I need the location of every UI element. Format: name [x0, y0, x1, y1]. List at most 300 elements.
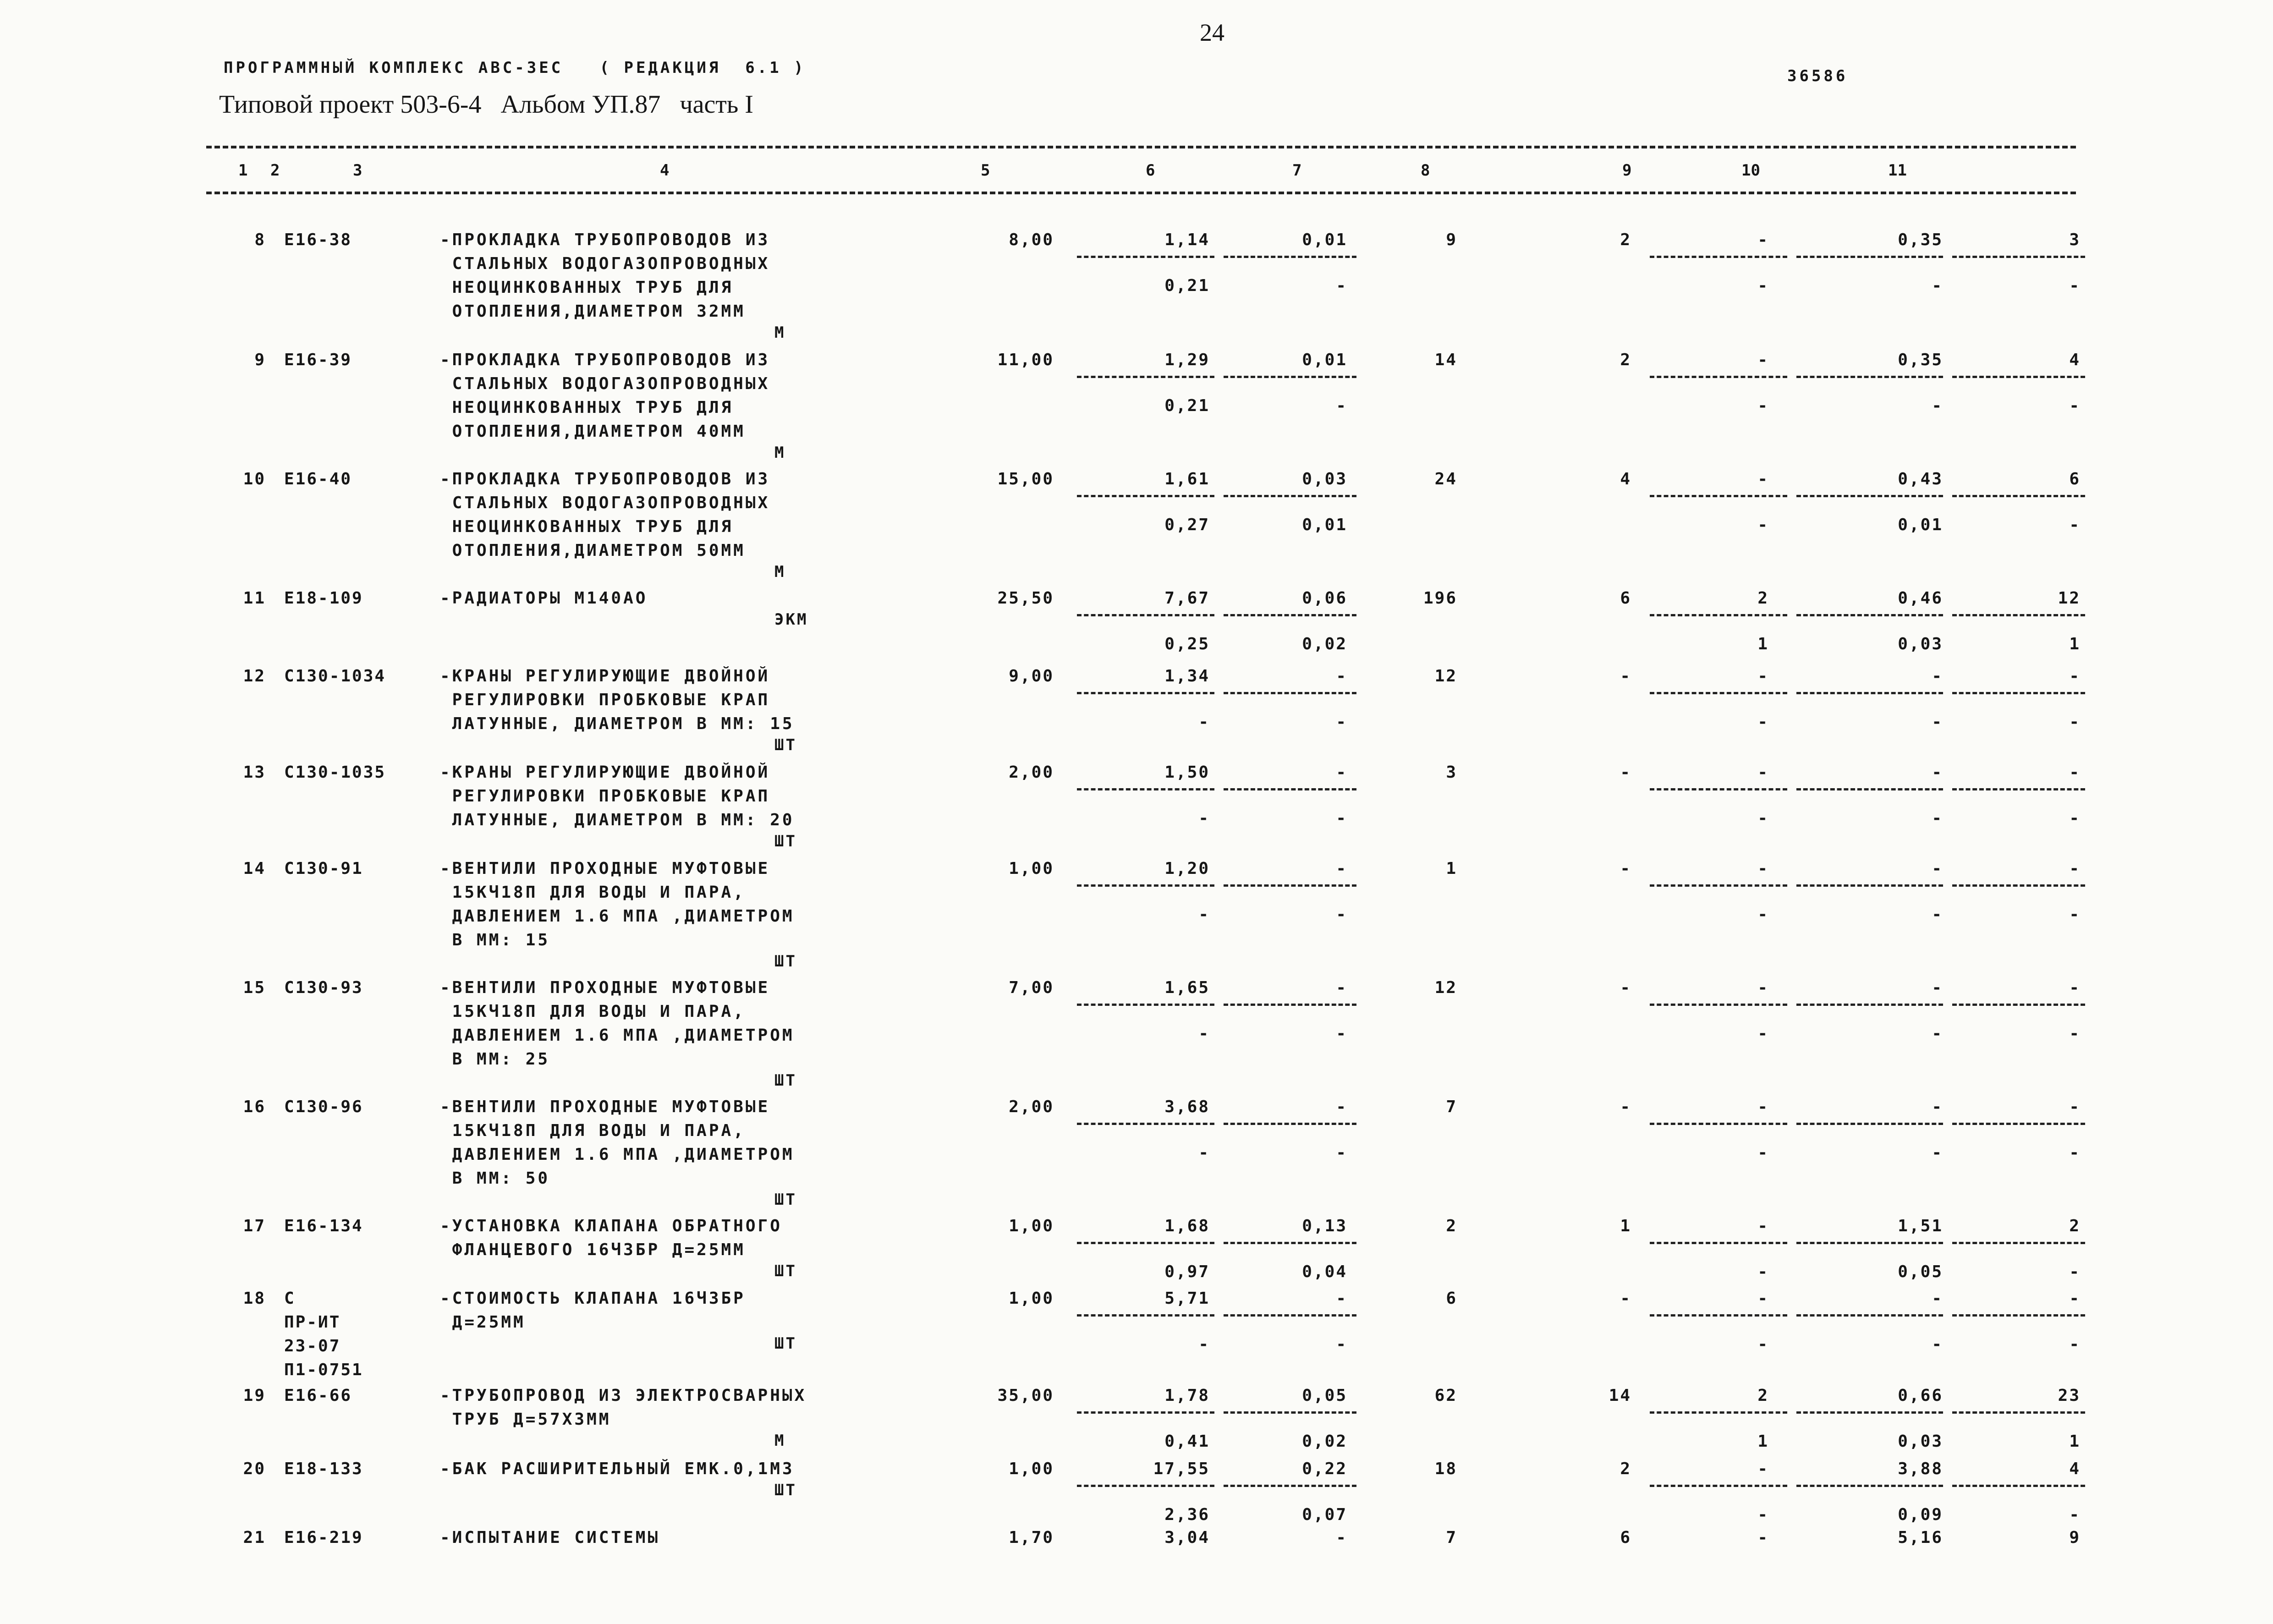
item-description: -РАДИАТОРЫ М140АО — [440, 589, 648, 608]
item-description: -КРАНЫ РЕГУЛИРУЮЩИЕ ДВОЙНОЙ — [440, 667, 770, 686]
item-code: С130-96 — [284, 1097, 363, 1116]
total-cost: 12 — [1434, 667, 1457, 686]
item-description: 15КЧ18П ДЛЯ ВОДЫ И ПАРА, — [440, 1121, 746, 1140]
col-11-machine: - — [2069, 1505, 2081, 1524]
unit-cost: 5,71 — [1164, 1289, 1210, 1308]
cell-divider — [1796, 1242, 1943, 1244]
col-8-value: 2 — [1620, 1459, 1631, 1478]
cell-divider — [1224, 256, 1356, 258]
quantity: 1,00 — [1009, 1459, 1054, 1478]
document-code: 36586 — [1787, 67, 1848, 85]
quantity: 1,00 — [1009, 859, 1054, 878]
cell-divider — [1796, 788, 1943, 790]
col-11-value: - — [2069, 763, 2081, 782]
item-code: С — [284, 1289, 296, 1308]
cell-divider — [1224, 1485, 1356, 1487]
column-header-3: 3 — [353, 161, 362, 180]
column-header-8: 8 — [1421, 161, 1430, 180]
cell-divider — [1224, 614, 1356, 616]
item-code-line: П1-0751 — [284, 1361, 363, 1379]
item-code-line: 23-07 — [284, 1337, 341, 1355]
column-header-6: 6 — [1146, 161, 1155, 180]
item-description: -ПРОКЛАДКА ТРУБОПРОВОДОВ ИЗ — [440, 230, 770, 249]
item-description: СТАЛЬНЫХ ВОДОГАЗОПРОВОДНЫХ — [440, 494, 770, 512]
column-header-10: 10 — [1741, 161, 1760, 180]
cell-divider — [1796, 1411, 1943, 1414]
item-description: НЕОЦИНКОВАННЫХ ТРУБ ДЛЯ — [440, 517, 734, 536]
col-10-machine: - — [1932, 396, 1943, 415]
wage-component-machine: 0,02 — [1302, 1432, 1347, 1451]
col-11-machine: - — [2069, 396, 2081, 415]
wage-component: - — [1336, 667, 1347, 686]
col-9-value: - — [1757, 1217, 1769, 1235]
wage-component: 0,01 — [1302, 351, 1347, 369]
unit-cost-machine: 2,36 — [1164, 1505, 1210, 1524]
total-cost: 3 — [1446, 763, 1457, 782]
cell-divider — [1650, 788, 1787, 790]
cell-divider — [1077, 495, 1214, 497]
cell-divider — [1077, 692, 1214, 694]
unit-of-measure: ШТ — [774, 1334, 797, 1353]
item-code: Е16-66 — [284, 1386, 352, 1405]
unit-cost: 7,67 — [1164, 589, 1210, 608]
unit-of-measure: ШТ — [774, 832, 797, 850]
unit-cost-machine: 0,21 — [1164, 396, 1210, 415]
cell-divider — [1650, 692, 1787, 694]
col-11-value: 4 — [2069, 1459, 2081, 1478]
unit-cost-machine: - — [1198, 1143, 1210, 1162]
col-9-value: 2 — [1757, 1386, 1769, 1405]
wage-component-machine: - — [1336, 809, 1347, 828]
col-10-value: 5,16 — [1898, 1528, 1943, 1547]
col-11-value: 9 — [2069, 1528, 2081, 1547]
item-description: НЕОЦИНКОВАННЫХ ТРУБ ДЛЯ — [440, 278, 734, 297]
col-10-machine: 0,01 — [1898, 516, 1943, 534]
cell-divider — [1077, 256, 1214, 258]
quantity: 35,00 — [997, 1386, 1054, 1405]
col-10-value: 0,35 — [1898, 230, 1943, 249]
unit-of-measure: ЭКМ — [774, 610, 808, 629]
quantity: 2,00 — [1009, 763, 1054, 782]
unit-cost-machine: - — [1198, 1335, 1210, 1354]
quantity: 25,50 — [997, 589, 1054, 608]
cell-divider — [1796, 1485, 1943, 1487]
col-9-machine: - — [1757, 396, 1769, 415]
quantity: 9,00 — [1009, 667, 1054, 686]
column-header-4: 4 — [660, 161, 670, 180]
col-10-machine: - — [1932, 1143, 1943, 1162]
col-9-value: - — [1757, 763, 1769, 782]
cell-divider — [1077, 1485, 1214, 1487]
col-9-value: - — [1757, 667, 1769, 686]
cell-divider — [1650, 884, 1787, 887]
unit-cost: 1,34 — [1164, 667, 1210, 686]
row-number: 14 — [243, 859, 266, 878]
total-cost: 1 — [1446, 859, 1457, 878]
quantity: 2,00 — [1009, 1097, 1054, 1116]
item-description: -УСТАНОВКА КЛАПАНА ОБРАТНОГО — [440, 1217, 782, 1235]
col-8-value: 1 — [1620, 1217, 1631, 1235]
unit-of-measure: ШТ — [774, 1481, 797, 1499]
item-description: ОТОПЛЕНИЯ,ДИАМЕТРОМ 50ММ — [440, 541, 746, 560]
quantity: 15,00 — [997, 470, 1054, 488]
col-10-value: 0,43 — [1898, 470, 1943, 488]
cell-divider — [1796, 614, 1943, 616]
wage-component-machine: - — [1336, 905, 1347, 924]
total-cost: 7 — [1446, 1528, 1457, 1547]
item-description: В ММ: 50 — [440, 1169, 550, 1188]
quantity: 11,00 — [997, 351, 1054, 369]
cell-divider — [1796, 692, 1943, 694]
col-9-value: 2 — [1757, 589, 1769, 608]
col-11-value: - — [2069, 667, 2081, 686]
col-9-machine: - — [1757, 905, 1769, 924]
cell-divider — [1650, 1314, 1787, 1317]
cell-divider — [1224, 788, 1356, 790]
col-11-value: 23 — [2058, 1386, 2081, 1405]
item-description: ДАВЛЕНИЕМ 1.6 МПА ,ДИАМЕТРОМ — [440, 907, 795, 926]
cell-divider — [1224, 1314, 1356, 1317]
cell-divider — [1077, 1242, 1214, 1244]
col-11-value: 12 — [2058, 589, 2081, 608]
total-cost: 62 — [1434, 1386, 1457, 1405]
quantity: 1,00 — [1009, 1289, 1054, 1308]
cell-divider — [1796, 884, 1943, 887]
item-description: ДАВЛЕНИЕМ 1.6 МПА ,ДИАМЕТРОМ — [440, 1026, 795, 1045]
item-description: -БАК РАСШИРИТЕЛЬНЫЙ ЕМК.0,1М3 — [440, 1459, 795, 1478]
cell-divider — [1952, 692, 2085, 694]
cell-divider — [1077, 1123, 1214, 1125]
cell-divider — [1952, 614, 2085, 616]
item-code: С130-91 — [284, 859, 363, 878]
unit-cost: 1,20 — [1164, 859, 1210, 878]
unit-of-measure: ШТ — [774, 1191, 797, 1209]
item-description: ДАВЛЕНИЕМ 1.6 МПА ,ДИАМЕТРОМ — [440, 1145, 795, 1164]
col-10-value: - — [1932, 763, 1943, 782]
col-9-value: - — [1757, 859, 1769, 878]
col-9-value: - — [1757, 470, 1769, 488]
col-10-value: 0,46 — [1898, 589, 1943, 608]
wage-component-machine: 0,02 — [1302, 635, 1347, 653]
wage-component: 0,06 — [1302, 589, 1347, 608]
col-11-value: - — [2069, 859, 2081, 878]
unit-cost: 17,55 — [1153, 1459, 1210, 1478]
cell-divider — [1952, 788, 2085, 790]
col-9-machine: - — [1757, 1143, 1769, 1162]
item-description: -ВЕНТИЛИ ПРОХОДНЫЕ МУФТОВЫЕ — [440, 978, 770, 997]
wage-component: 0,01 — [1302, 230, 1347, 249]
wage-component: 0,22 — [1302, 1459, 1347, 1478]
col-10-value: - — [1932, 1097, 1943, 1116]
total-cost: 2 — [1446, 1217, 1457, 1235]
col-8-value: - — [1620, 1289, 1631, 1308]
col-11-machine: - — [2069, 809, 2081, 828]
unit-cost-machine: 0,97 — [1164, 1262, 1210, 1281]
col-10-value: 0,66 — [1898, 1386, 1943, 1405]
unit-of-measure: ШТ — [774, 736, 797, 754]
row-number: 13 — [243, 763, 266, 782]
wage-component-machine: - — [1336, 1143, 1347, 1162]
cell-divider — [1952, 1314, 2085, 1317]
cell-divider — [1650, 614, 1787, 616]
quantity: 8,00 — [1009, 230, 1054, 249]
cell-divider — [1952, 256, 2085, 258]
row-number: 16 — [243, 1097, 266, 1116]
col-9-machine: - — [1757, 1262, 1769, 1281]
col-10-machine: - — [1932, 1024, 1943, 1043]
unit-cost-machine: - — [1198, 713, 1210, 731]
col-10-machine: - — [1932, 276, 1943, 295]
item-description: В ММ: 15 — [440, 931, 550, 949]
col-11-machine: - — [2069, 1143, 2081, 1162]
cell-divider — [1952, 884, 2085, 887]
item-description: -ТРУБОПРОВОД ИЗ ЭЛЕКТРОСВАРНЫХ — [440, 1386, 807, 1405]
item-description: ФЛАНЦЕВОГО 16Ч3БР Д=25ММ — [440, 1240, 746, 1259]
cell-divider — [1952, 1485, 2085, 1487]
col-10-value: 0,35 — [1898, 351, 1943, 369]
col-8-value: 2 — [1620, 351, 1631, 369]
unit-of-measure: ШТ — [774, 1262, 797, 1280]
cell-divider — [1224, 1411, 1356, 1414]
item-description: 15КЧ18П ДЛЯ ВОДЫ И ПАРА, — [440, 883, 746, 902]
col-9-machine: - — [1757, 809, 1769, 828]
col-10-machine: - — [1932, 905, 1943, 924]
cell-divider — [1077, 614, 1214, 616]
unit-cost: 1,78 — [1164, 1386, 1210, 1405]
cell-divider — [1952, 495, 2085, 497]
unit-cost: 1,14 — [1164, 230, 1210, 249]
col-11-value: 4 — [2069, 351, 2081, 369]
col-10-value: - — [1932, 1289, 1943, 1308]
item-description: ЛАТУННЫЕ, ДИАМЕТРОМ В ММ: 15 — [440, 714, 795, 733]
item-description: 15КЧ18П ДЛЯ ВОДЫ И ПАРА, — [440, 1002, 746, 1021]
col-11-machine: - — [2069, 276, 2081, 295]
col-11-value: 2 — [2069, 1217, 2081, 1235]
total-cost: 9 — [1446, 230, 1457, 249]
cell-divider — [1077, 1004, 1214, 1006]
col-10-machine: 0,03 — [1898, 635, 1943, 653]
cell-divider — [1224, 376, 1356, 378]
item-code: Е16-40 — [284, 470, 352, 488]
cell-divider — [1952, 376, 2085, 378]
cell-divider — [1650, 495, 1787, 497]
col-10-machine: - — [1932, 713, 1943, 731]
col-10-value: - — [1932, 978, 1943, 997]
item-code: Е18-133 — [284, 1459, 363, 1478]
cell-divider — [1796, 1123, 1943, 1125]
cell-divider — [1952, 1411, 2085, 1414]
unit-cost: 1,50 — [1164, 763, 1210, 782]
item-description: НЕОЦИНКОВАННЫХ ТРУБ ДЛЯ — [440, 398, 734, 417]
col-8-value: 2 — [1620, 230, 1631, 249]
col-8-value: 6 — [1620, 589, 1631, 608]
unit-cost: 1,65 — [1164, 978, 1210, 997]
wage-component-machine: - — [1336, 1024, 1347, 1043]
col-11-value: - — [2069, 1289, 2081, 1308]
column-header-11: 11 — [1888, 161, 1907, 180]
cell-divider — [1224, 884, 1356, 887]
wage-component-machine: 0,01 — [1302, 516, 1347, 534]
wage-component-machine: 0,04 — [1302, 1262, 1347, 1281]
unit-cost: 1,68 — [1164, 1217, 1210, 1235]
item-code: С130-93 — [284, 978, 363, 997]
item-description: -ИСПЫТАНИЕ СИСТЕМЫ — [440, 1528, 660, 1547]
item-code: Е18-109 — [284, 589, 363, 608]
cell-divider — [1077, 884, 1214, 887]
col-11-machine: - — [2069, 516, 2081, 534]
col-10-value: - — [1932, 859, 1943, 878]
unit-of-measure: М — [774, 563, 786, 581]
cell-divider — [1952, 1123, 2085, 1125]
col-8-value: 14 — [1609, 1386, 1631, 1405]
row-number: 12 — [243, 667, 266, 686]
program-header: ПРОГРАММНЫЙ КОМПЛЕКС АВС-ЗЕС ( РЕДАКЦИЯ 6.1 ) — [224, 59, 806, 77]
col-11-machine: 1 — [2069, 1432, 2081, 1451]
wage-component-machine: - — [1336, 396, 1347, 415]
row-number: 19 — [243, 1386, 266, 1405]
total-cost: 18 — [1434, 1459, 1457, 1478]
row-number: 11 — [243, 589, 266, 608]
cell-divider — [1650, 1485, 1787, 1487]
col-10-machine: - — [1932, 809, 1943, 828]
cell-divider — [1224, 495, 1356, 497]
total-cost: 6 — [1446, 1289, 1457, 1308]
cell-divider — [1796, 256, 1943, 258]
col-8-value: - — [1620, 1097, 1631, 1116]
page-number: 24 — [1200, 19, 1224, 46]
col-11-machine: - — [2069, 713, 2081, 731]
unit-cost-machine: 0,27 — [1164, 516, 1210, 534]
cell-divider — [1077, 1411, 1214, 1414]
unit-cost: 1,29 — [1164, 351, 1210, 369]
row-number: 8 — [254, 230, 266, 249]
cell-divider — [1650, 1004, 1787, 1006]
wage-component: - — [1336, 1097, 1347, 1116]
col-10-value: - — [1932, 667, 1943, 686]
wage-component: - — [1336, 859, 1347, 878]
cell-divider — [1650, 1411, 1787, 1414]
col-9-value: - — [1757, 1097, 1769, 1116]
row-number: 21 — [243, 1528, 266, 1547]
item-description: СТАЛЬНЫХ ВОДОГАЗОПРОВОДНЫХ — [440, 254, 770, 273]
unit-cost: 3,04 — [1164, 1528, 1210, 1547]
col-8-value: 6 — [1620, 1528, 1631, 1547]
col-10-value: 1,51 — [1898, 1217, 1943, 1235]
wage-component-machine: - — [1336, 713, 1347, 731]
total-cost: 14 — [1434, 351, 1457, 369]
col-9-value: - — [1757, 1289, 1769, 1308]
cell-divider — [1650, 376, 1787, 378]
col-10-machine: 0,03 — [1898, 1432, 1943, 1451]
unit-cost-machine: - — [1198, 809, 1210, 828]
cell-divider — [1077, 1314, 1214, 1317]
unit-of-measure: М — [774, 324, 786, 342]
item-code: С130-1034 — [284, 667, 386, 686]
cell-divider — [1077, 376, 1214, 378]
col-9-machine: - — [1757, 1335, 1769, 1354]
column-header-7: 7 — [1292, 161, 1302, 180]
cell-divider — [1796, 1004, 1943, 1006]
column-header-9: 9 — [1622, 161, 1632, 180]
col-9-machine: 1 — [1757, 1432, 1769, 1451]
unit-cost-machine: 0,41 — [1164, 1432, 1210, 1451]
wage-component: - — [1336, 1528, 1347, 1547]
item-description: -ПРОКЛАДКА ТРУБОПРОВОДОВ ИЗ — [440, 351, 770, 369]
col-11-machine: - — [2069, 1262, 2081, 1281]
item-code: Е16-219 — [284, 1528, 363, 1547]
item-description: -ПРОКЛАДКА ТРУБОПРОВОДОВ ИЗ — [440, 470, 770, 488]
item-description: ТРУБ Д=57Х3ММ — [440, 1410, 611, 1429]
col-11-machine: - — [2069, 1335, 2081, 1354]
cell-divider — [1077, 788, 1214, 790]
col-10-value: 3,88 — [1898, 1459, 1943, 1478]
col-8-value: - — [1620, 763, 1631, 782]
row-number: 20 — [243, 1459, 266, 1478]
unit-cost-machine: 0,21 — [1164, 276, 1210, 295]
column-header-5: 5 — [981, 161, 990, 180]
unit-cost-machine: - — [1198, 1024, 1210, 1043]
wage-component: - — [1336, 763, 1347, 782]
table-top-rule — [206, 146, 2076, 148]
col-11-machine: - — [2069, 905, 2081, 924]
item-description: В ММ: 25 — [440, 1050, 550, 1069]
item-description: Д=25ММ — [440, 1313, 526, 1332]
col-10-machine: 0,09 — [1898, 1505, 1943, 1524]
col-9-value: - — [1757, 1528, 1769, 1547]
item-description: РЕГУЛИРОВКИ ПРОБКОВЫЕ КРАП — [440, 691, 770, 709]
cell-divider — [1650, 256, 1787, 258]
col-11-value: - — [2069, 978, 2081, 997]
item-description: ОТОПЛЕНИЯ,ДИАМЕТРОМ 40ММ — [440, 422, 746, 441]
col-9-value: - — [1757, 230, 1769, 249]
column-header-2: 2 — [270, 161, 280, 180]
wage-component-machine: - — [1336, 276, 1347, 295]
item-description: ОТОПЛЕНИЯ,ДИАМЕТРОМ 32ММ — [440, 302, 746, 321]
col-9-machine: - — [1757, 276, 1769, 295]
col-9-machine: - — [1757, 516, 1769, 534]
col-8-value: - — [1620, 978, 1631, 997]
cell-divider — [1650, 1123, 1787, 1125]
col-9-value: - — [1757, 1459, 1769, 1478]
unit-of-measure: ШТ — [774, 952, 797, 971]
cell-divider — [1224, 1242, 1356, 1244]
col-10-machine: - — [1932, 1335, 1943, 1354]
col-9-machine: - — [1757, 1024, 1769, 1043]
total-cost: 7 — [1446, 1097, 1457, 1116]
unit-cost: 1,61 — [1164, 470, 1210, 488]
item-description: -КРАНЫ РЕГУЛИРУЮЩИЕ ДВОЙНОЙ — [440, 763, 770, 782]
col-10-machine: 0,05 — [1898, 1262, 1943, 1281]
col-8-value: - — [1620, 667, 1631, 686]
wage-component: 0,03 — [1302, 470, 1347, 488]
quantity: 1,70 — [1009, 1528, 1054, 1547]
item-description: ЛАТУННЫЕ, ДИАМЕТРОМ В ММ: 20 — [440, 811, 795, 829]
row-number: 10 — [243, 470, 266, 488]
item-description: -ВЕНТИЛИ ПРОХОДНЫЕ МУФТОВЫЕ — [440, 1097, 770, 1116]
total-cost: 196 — [1423, 589, 1457, 608]
row-number: 15 — [243, 978, 266, 997]
col-11-machine: - — [2069, 1024, 2081, 1043]
unit-cost-machine: - — [1198, 905, 1210, 924]
item-code: Е16-39 — [284, 351, 352, 369]
unit-of-measure: М — [774, 444, 786, 462]
row-number: 17 — [243, 1217, 266, 1235]
header-bottom-rule — [206, 192, 2076, 194]
wage-component: 0,13 — [1302, 1217, 1347, 1235]
cell-divider — [1224, 692, 1356, 694]
unit-cost-machine: 0,25 — [1164, 635, 1210, 653]
total-cost: 24 — [1434, 470, 1457, 488]
